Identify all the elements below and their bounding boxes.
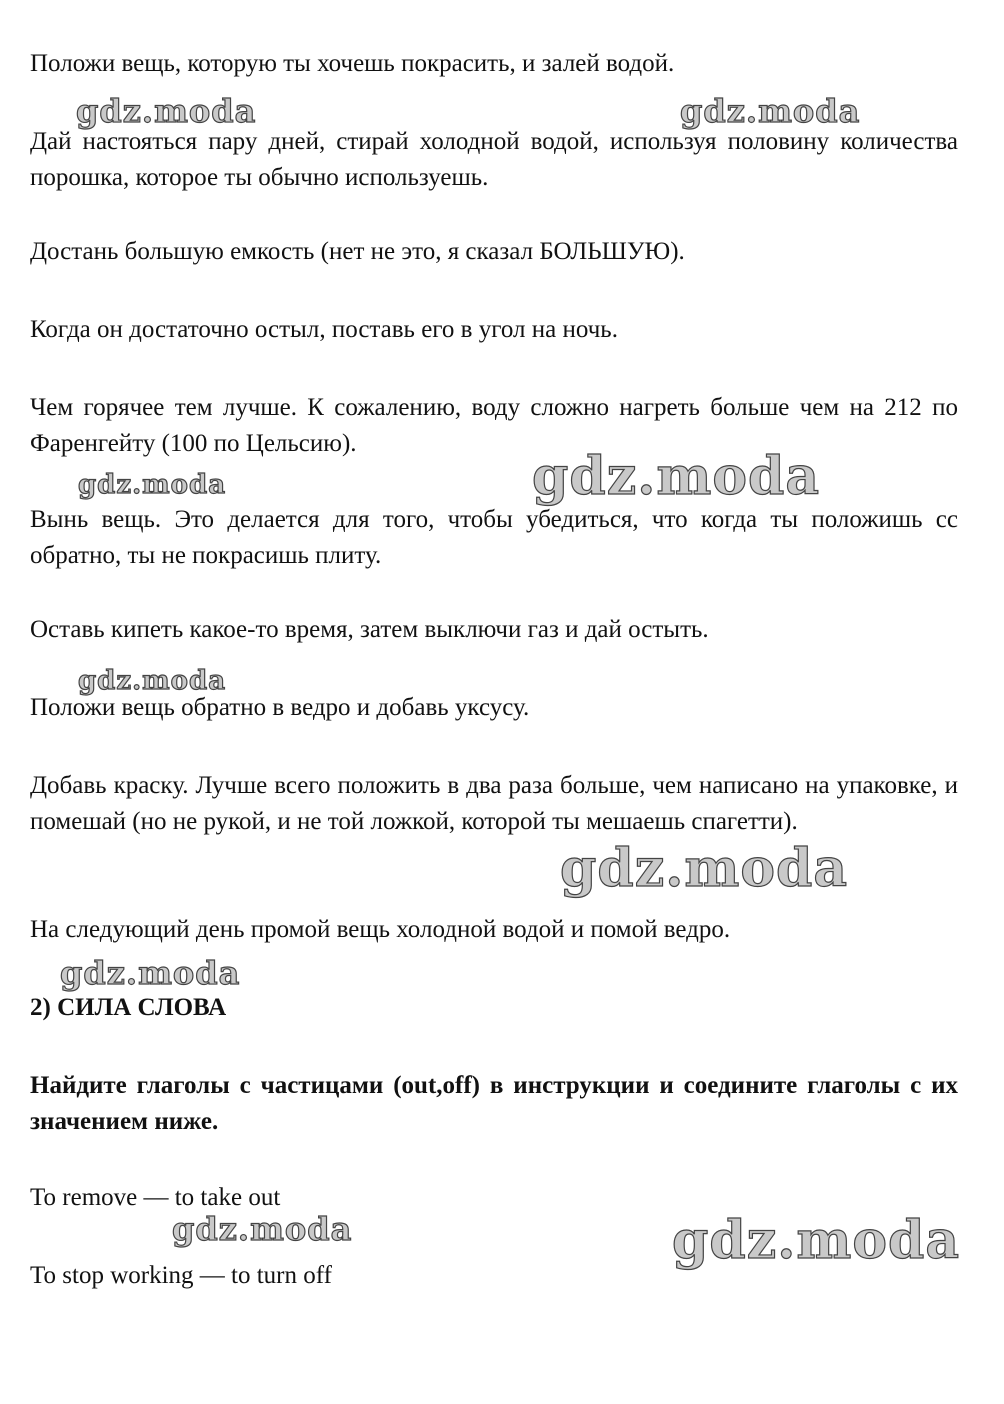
watermark: gdz.moda bbox=[76, 92, 257, 130]
instruction-paragraph: Когда он достаточно остыл, поставь его в угол на ночь. bbox=[30, 316, 618, 343]
watermark: gdz.moda bbox=[680, 92, 861, 130]
instruction-paragraph: На следующий день промой вещь холодной водой и помой ведро. bbox=[30, 916, 731, 943]
answer-line: To remove — to take out bbox=[30, 1184, 281, 1211]
section-heading: 2) СИЛА СЛОВА bbox=[30, 994, 227, 1021]
watermark: gdz.moda bbox=[560, 838, 849, 899]
instruction-paragraph: Положи вещь обратно в ведро и добавь уксусу. bbox=[30, 694, 530, 721]
watermark: gdz.moda bbox=[532, 446, 821, 507]
watermark: gdz.moda bbox=[78, 470, 227, 500]
watermark: gdz.moda bbox=[78, 666, 227, 696]
instruction-paragraph: Вынь вещь. Это делается для того, чтобы убедиться, что когда ты положишь сс обратно, ты не покрасишь плиту. bbox=[30, 506, 958, 569]
watermark: gdz.moda bbox=[172, 1210, 353, 1248]
instruction-paragraph: Оставь кипеть какое-то время, затем выключи газ и дай остыть. bbox=[30, 616, 709, 643]
instruction-paragraph: Добавь краску. Лучше всего положить в два раза больше, чем написано на упаковке, и помешай (но не рукой, и не той ложкой, которой ты мешаешь спагетти). bbox=[30, 772, 958, 835]
watermark: gdz.moda bbox=[60, 954, 241, 992]
instruction-paragraph: Положи вещь, которую ты хочешь покрасить, и залей водой. bbox=[30, 50, 675, 77]
watermark: gdz.moda bbox=[672, 1210, 961, 1271]
instruction-paragraph: Чем горячее тем лучше. К сожалению, воду сложно нагреть больше чем на 212 по Фаренгейту (100 по Цельсию). bbox=[30, 394, 958, 457]
instruction-paragraph: Достань большую емкость (нет не это, я сказал БОЛЬШУЮ). bbox=[30, 238, 685, 265]
task-text: Найдите глаголы с частицами (out,off) в инструкции и соедините глаголы с их значением ниже. bbox=[30, 1072, 958, 1135]
answer-line: To stop working — to turn off bbox=[30, 1262, 332, 1289]
instruction-paragraph: Дай настояться пару дней, стирай холодной водой, используя половину количества порошка, которое ты обычно используешь. bbox=[30, 128, 958, 191]
